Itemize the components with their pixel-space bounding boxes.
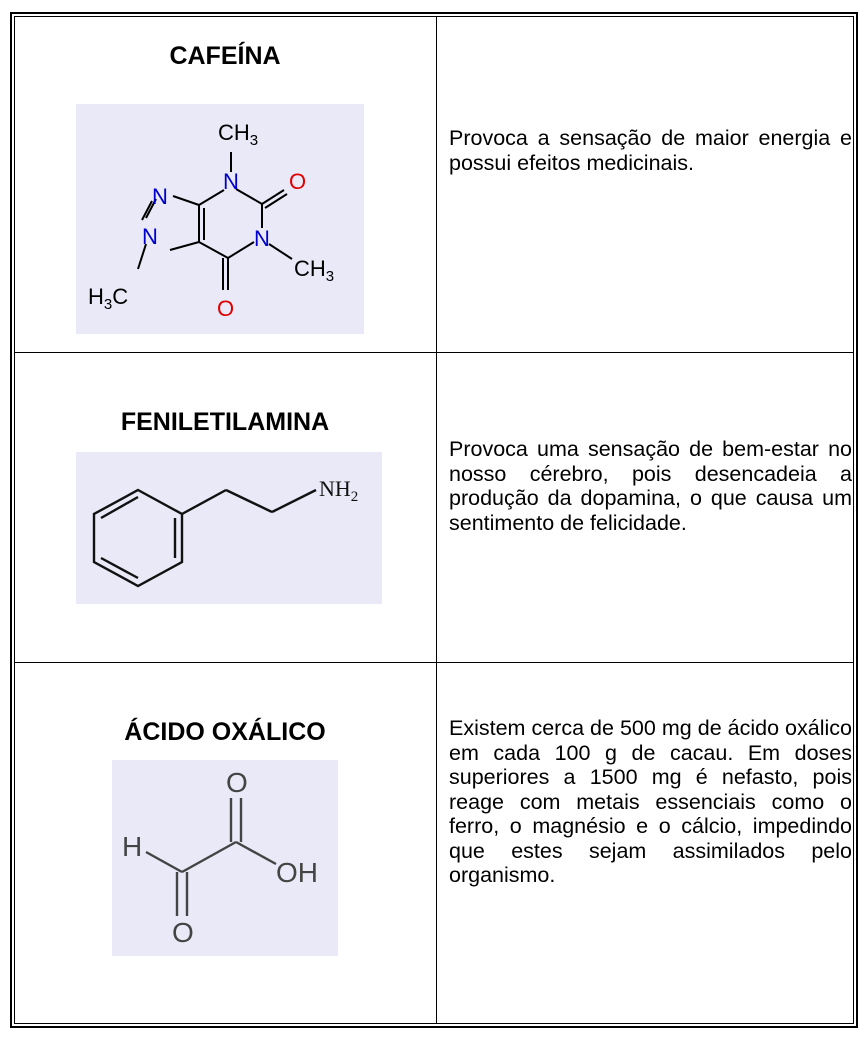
row-divider — [14, 352, 854, 353]
atom-label: O — [172, 917, 194, 948]
phenethylamine-diagram — [76, 452, 382, 604]
atom-label: $CH_3$ — [218, 120, 259, 149]
atom-label: OH — [276, 857, 318, 888]
compound-name-acido-oxalico: ÁCIDO OXÁLICO — [124, 718, 326, 746]
atom-label: $NH_2$ — [319, 476, 359, 505]
atom-label: N — [254, 226, 270, 251]
atom-label: N — [152, 184, 168, 209]
atom-label: H — [122, 831, 143, 862]
description-acido-oxalico: Existem cerca de 500 mg de ácido oxálico em cada 100 g de cacau. Em doses superiores a 1500 mg é nefasto, pois reage com metais essenciais como o ferro, o magnésio e o cálcio, impedindo que estes sejam assimilados pelo organismo. — [449, 716, 852, 887]
caffeine-diagram — [76, 104, 364, 334]
oxalic-acid-diagram — [112, 760, 338, 956]
compound-name-feniletilamina: FENILETILAMINA — [120, 408, 330, 436]
atom-label: N — [223, 169, 239, 194]
oxalic-acid-structure — [112, 760, 338, 956]
description-feniletilamina: Provoca uma sensação de bem-estar no nosso cérebro, pois desencadeia a produção da dopamina, o que causa um sentimento de felicidade. — [449, 437, 852, 535]
phenethylamine-structure — [76, 452, 382, 604]
caffeine-structure — [76, 104, 364, 334]
atom-label: N — [142, 224, 158, 249]
description-cafeina: Provoca a sensação de maior energia e possui efeitos medicinais. — [449, 126, 852, 175]
atom-label: O — [226, 767, 248, 798]
compound-name-cafeina: CAFEÍNA — [169, 42, 281, 70]
atom-label: $CH_3$ — [294, 256, 335, 285]
atom-label: O — [217, 296, 235, 321]
atom-label: O — [289, 169, 307, 194]
column-divider — [436, 16, 437, 1024]
row-divider — [14, 662, 854, 663]
atom-label: $H_3C$ — [88, 284, 129, 313]
